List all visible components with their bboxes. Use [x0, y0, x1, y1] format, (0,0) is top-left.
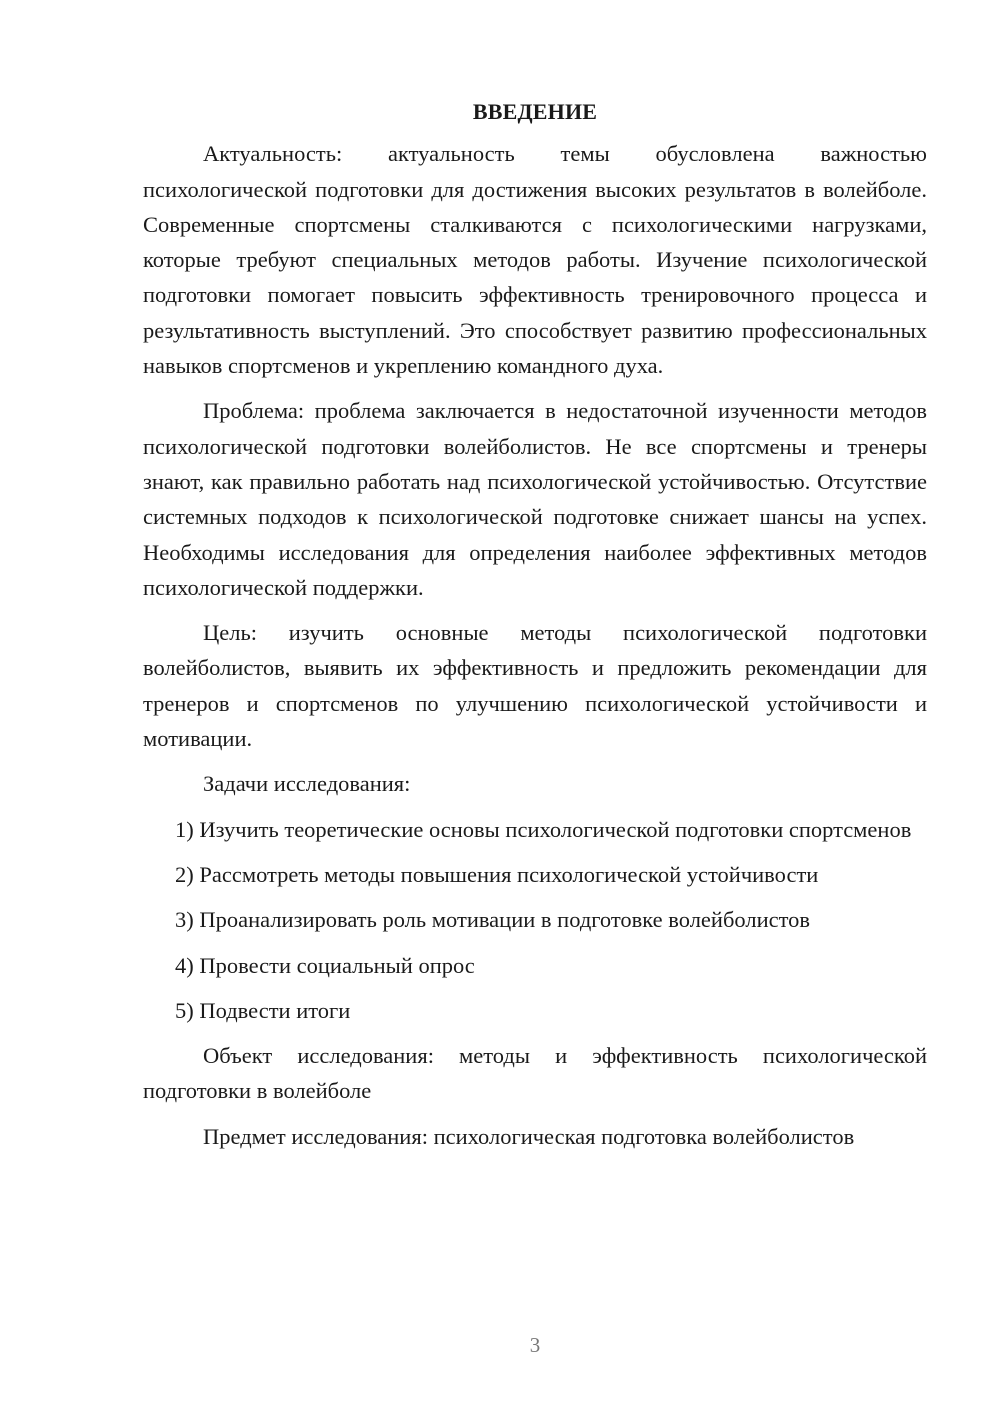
page-number: 3 — [529, 1333, 541, 1357]
task-item-1: 1) Изучить теоретические основы психологической подготовки спортсменов — [175, 816, 912, 842]
page-content — [143, 94, 927, 1164]
task-item-2: 2) Рассмотреть методы повышения психологической устойчивости — [175, 861, 819, 887]
page-title: ВВЕДЕНИЕ — [472, 99, 598, 124]
tasks-heading: Задачи исследования: — [203, 771, 411, 797]
relevance-paragraph: Актуальность: актуальность темы обусловлена важностью психологической подготовки для достижения высоких результатов в волейболе. Современные спортсмены сталкиваются с психологическими нагрузками, которые требуют специальных методов работы. Изучение психологической подготовки помогает повысить эффективность тренировочного процесса и результативность выступлений. Это способствует развитию профессиональных навыков спортсменов и укреплению командного духа. — [143, 141, 927, 379]
task-item-5: 5) Подвести итоги — [175, 997, 351, 1023]
task-item-4: 4) Провести социальный опрос — [175, 952, 475, 978]
subject-paragraph: Предмет исследования: психологическая подготовка волейболистов — [203, 1123, 855, 1149]
task-item-3: 3) Проанализировать роль мотивации в подготовке волейболистов — [175, 907, 811, 933]
goal-paragraph: Цель: изучить основные методы психологической подготовки волейболистов, выявить их эффективность и предложить рекомендации для тренеров и спортсменов по улучшению психологической устойчивости и мотивации. — [143, 620, 927, 752]
problem-paragraph: Проблема: проблема заключается в недостаточной изученности методов психологической подготовки волейболистов. Не все спортсмены и тренеры знают, как правильно работать над психологической устойчивостью. Отсутствие системных подходов к психологической подготовке снижает шансы на успех. Необходимы исследования для определения наиболее эффективных методов психологической поддержки. — [143, 398, 927, 600]
object-paragraph: Объект исследования: методы и эффективность психологической подготовки в волейболе — [143, 1043, 927, 1104]
